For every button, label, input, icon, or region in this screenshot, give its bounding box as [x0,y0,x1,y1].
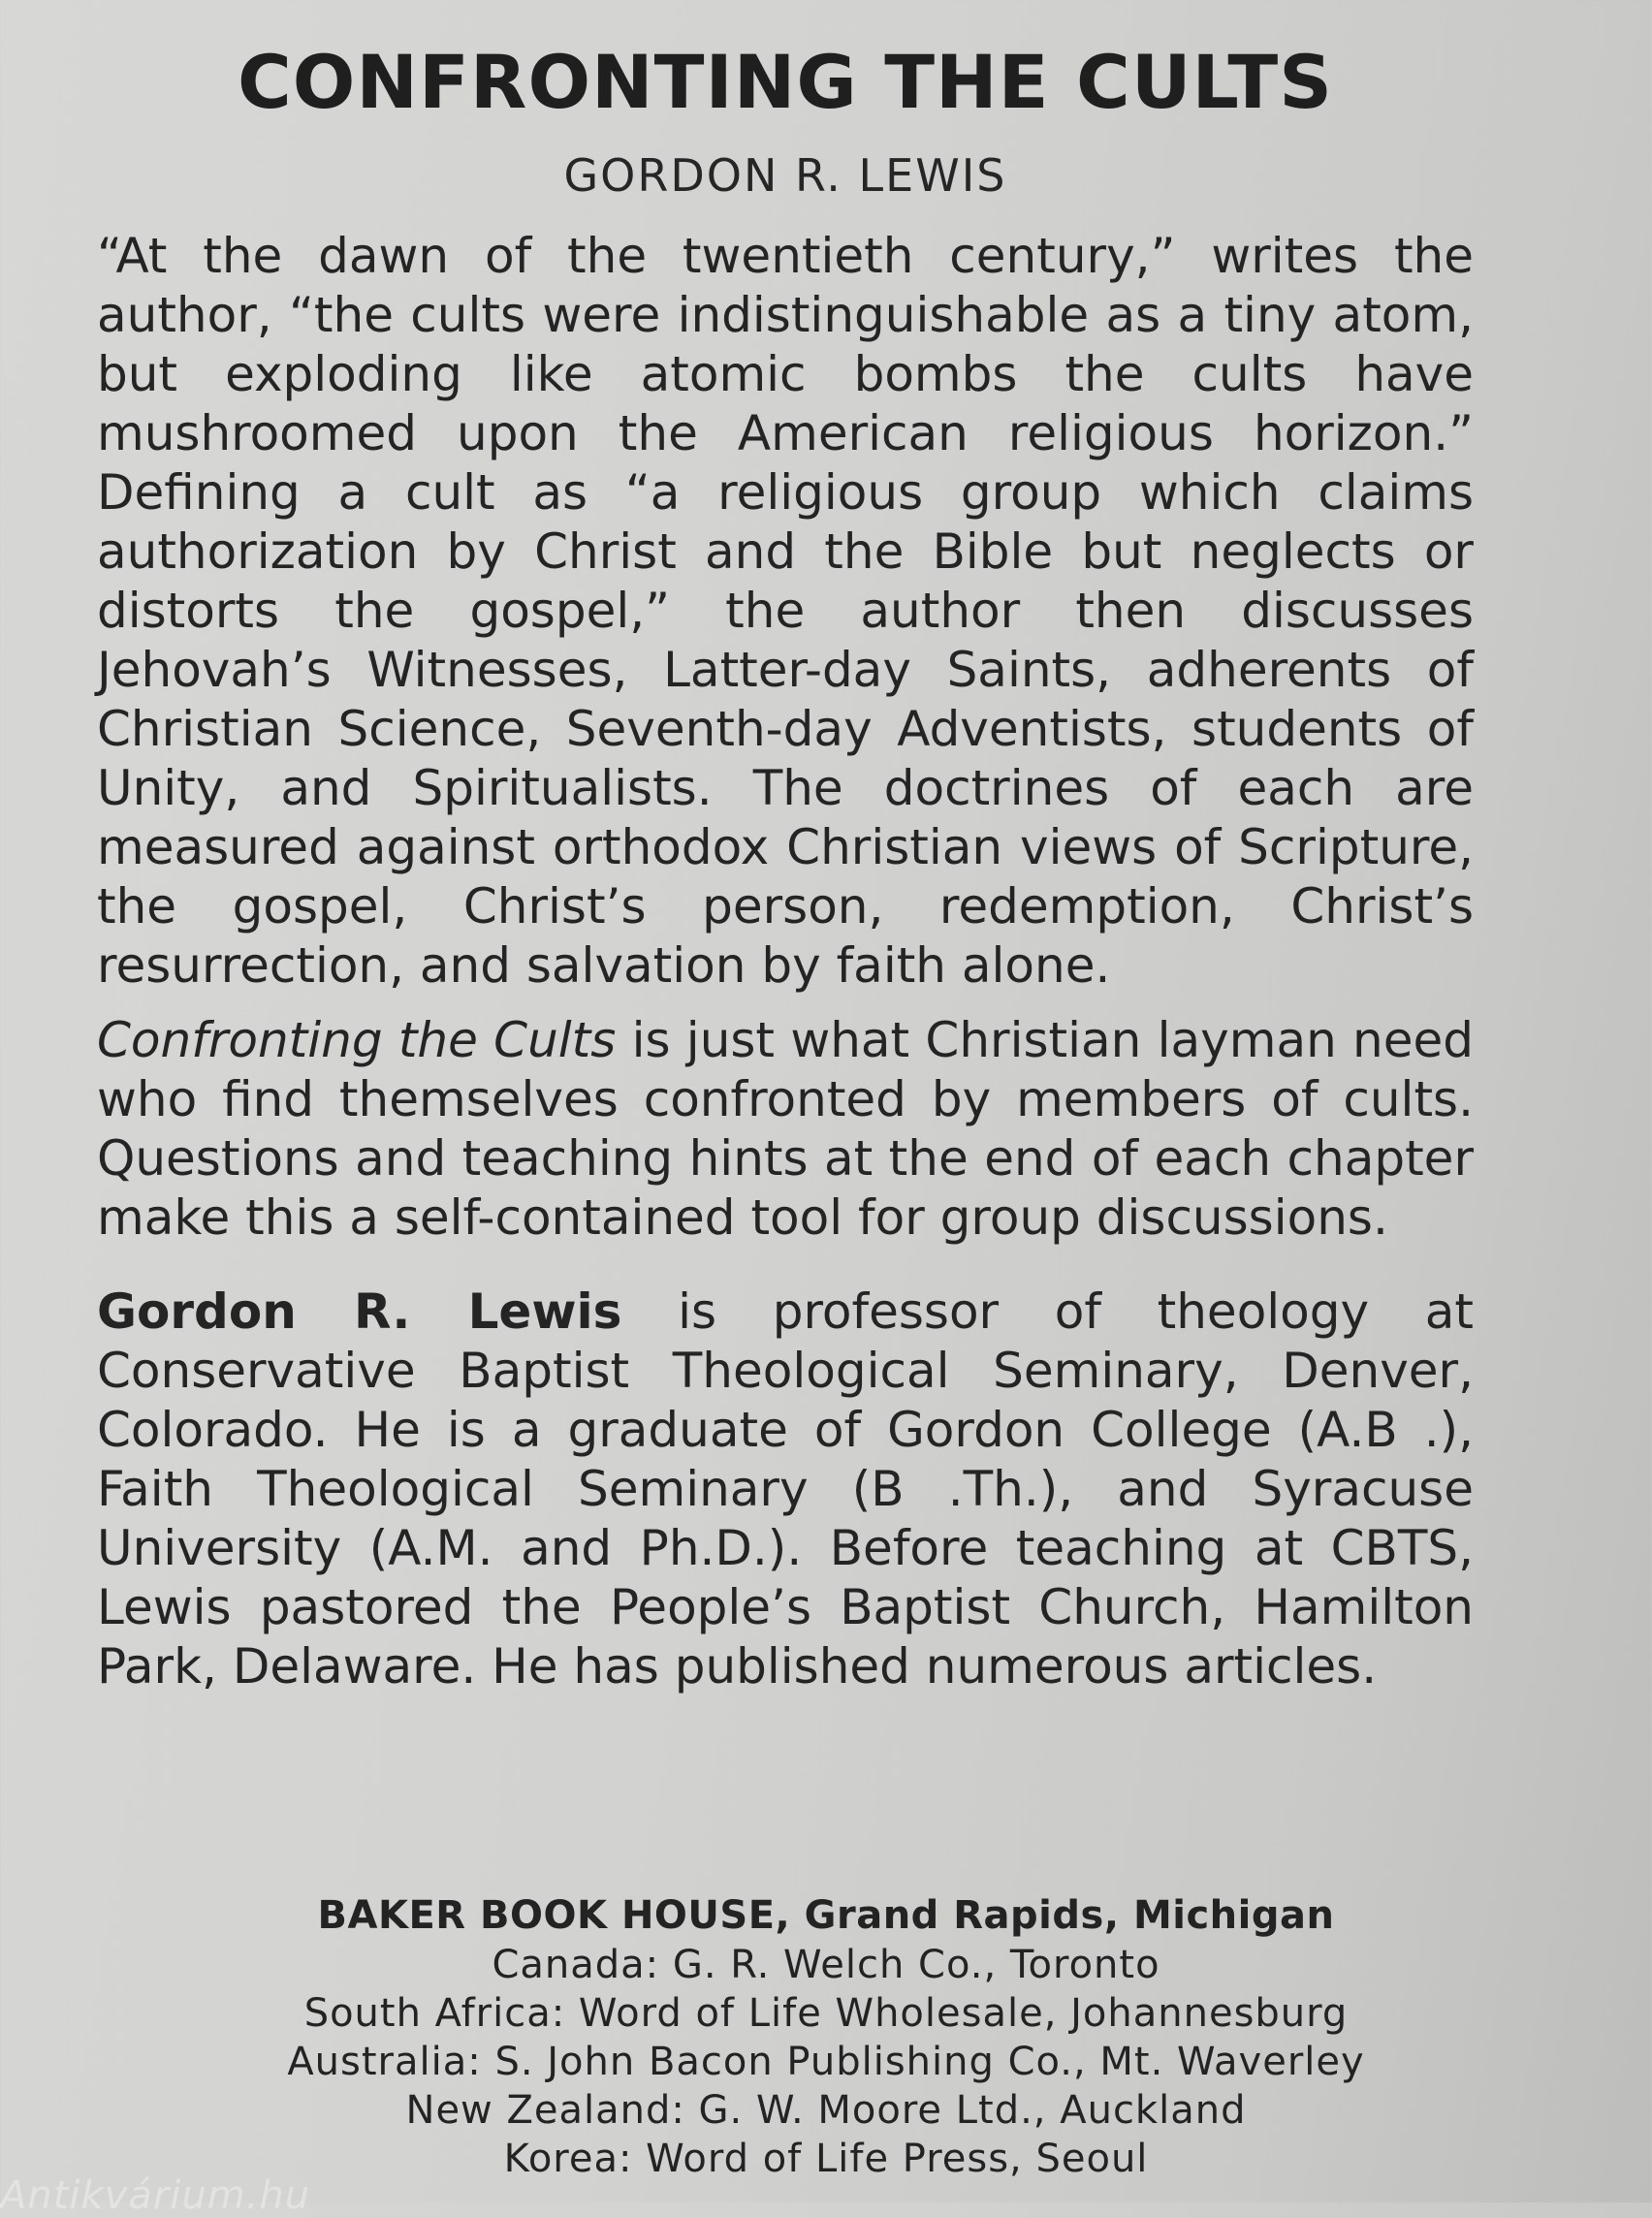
distributor-line: South Africa: Word of Life Wholesale, Johannesburg [303,1991,1349,2036]
back-cover [97,39,1474,1696]
usage-paragraph [97,1011,1474,1248]
usage-text: is just what Christian layman need who find themselves confronted by members of cults. Questions and teaching hints at the end of each chapter make this a self-contained tool for group discussions. [97,1012,1474,1246]
publisher-block [0,1890,1652,2183]
author-bio [97,1283,1474,1696]
distributor-line: Australia: S. John Bacon Publishing Co., Mt. Waverley [287,2040,1365,2084]
author-name: GORDON R. LEWIS [563,149,1007,202]
watermark: Antikvárium.hu [0,2173,311,2218]
distributor-line: New Zealand: G. W. Moore Ltd., Auckland [405,2088,1247,2133]
book-title: CONFRONTING THE CULTS [238,39,1333,125]
distributor-line: Korea: Word of Life Press, Seoul [503,2137,1149,2181]
description-paragraph: “At the dawn of the twentieth century,” writes the author, “the cults were indistinguishable as a tiny atom, but exploding like atomic bombs the cults have mushroomed upon the American religious horizon.” Defining a cult as “a religious group which claims authorization by Christ and the Bible but neglects or distorts the gospel,” the author then discusses Jehovah’s Witnesses, Latter-day Saints, adherents of Christian Science, Seventh-day Adventists, students of Unity, and Spiritualists. The doctrines of each are measured against orthodox Christian views of Scripture, the gospel, Christ’s person, redemption, Christ’s resurrection, and salvation by faith alone. [97,228,1474,994]
distributor-line: Canada: G. R. Welch Co., Toronto [492,1943,1160,1987]
bio-author-name: Gordon R. Lewis [97,1283,622,1340]
publisher-name: BAKER BOOK HOUSE, Grand Rapids, Michigan [317,1893,1335,1938]
bio-text: is professor of theology at Conservative Baptist Theological Seminary, Denver, Colorado. He is a graduate of Gordon College (A.B .), Faith Theological Seminary (B .Th.), and Syracuse University (A.M. and Ph.D.). Before teaching at CBTS, Lewis pastored the People’s Baptist Church, Hamilton Park, Delaware. He has published numerous articles. [97,1283,1475,1695]
book-title-italic: Confronting the Cults [97,1012,617,1068]
